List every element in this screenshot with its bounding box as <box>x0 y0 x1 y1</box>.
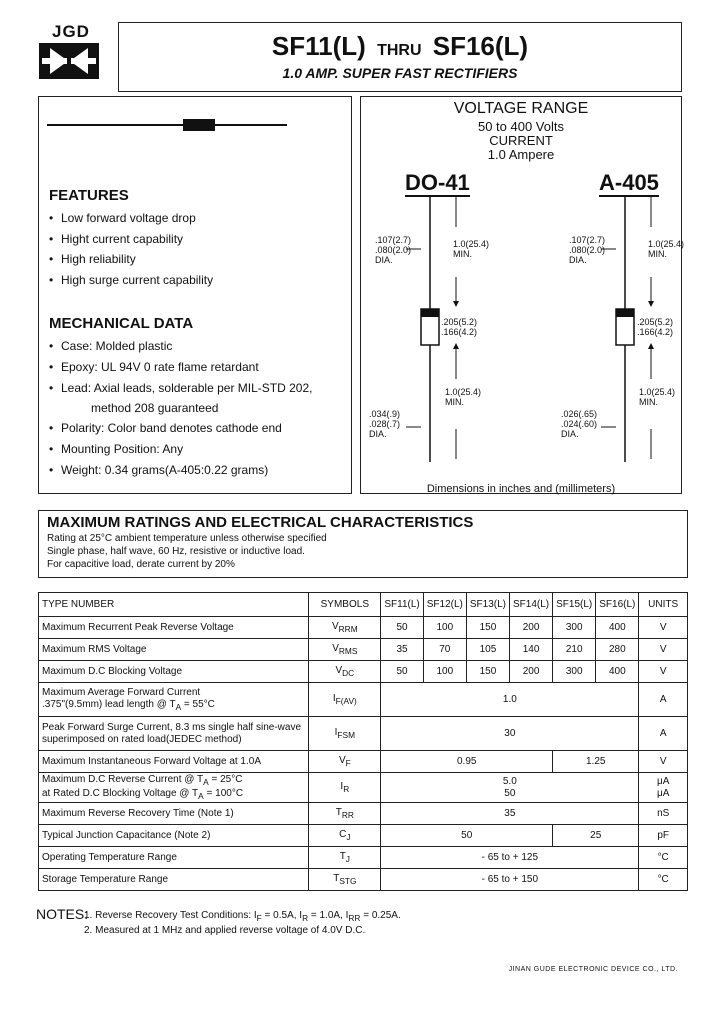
ratings-table <box>38 592 688 891</box>
param: Maximum Average Forward Current .375"(9.5mm) lead length @ $T_A = 55^\circ C$ <box>39 683 309 717</box>
mechanical-item: • Lead: Axial leads, solderable per MIL-STD 202, <box>49 381 313 395</box>
do41-length-top: 1.0(25.4) MIN. <box>453 239 490 259</box>
feature-item: • High reliability <box>49 252 136 266</box>
mechanical-item: • Case: Molded plastic <box>49 339 173 353</box>
value: 280 <box>596 639 639 661</box>
ratings-condition: Rating at 25°C ambient temperature unless otherwise specified <box>47 533 327 544</box>
unit: V <box>639 617 688 639</box>
table-row <box>39 717 688 751</box>
col-sf11: SF11(L) <box>381 593 423 617</box>
value: 25 <box>553 825 639 847</box>
package-a405-label: A-405 <box>599 170 659 195</box>
symbol: $I_{FSM}$ <box>309 717 381 751</box>
mechanical-item: • Mounting Position: Any <box>49 442 184 456</box>
mechanical-item: • Polarity: Color band denotes cathode end <box>49 421 282 435</box>
note-2: 2. Measured at 1 MHz and applied reverse voltage of 4.0V D.C. <box>84 925 366 936</box>
package-do41-label: DO-41 <box>405 170 470 195</box>
axial-diode-illustration <box>47 115 287 135</box>
value: 400 <box>596 661 639 683</box>
a405-length-bottom: 1.0(25.4) MIN. <box>639 387 676 407</box>
a405-lead-dia: .107(2.7) .080(2.0) DIA. <box>569 235 606 265</box>
symbol: $V_{RRM}$ <box>309 617 381 639</box>
title-part-a: SF11(L) <box>271 31 366 61</box>
ratings-box <box>38 510 688 578</box>
col-sf16: SF16(L) <box>596 593 639 617</box>
symbol: $V_{DC}$ <box>309 661 381 683</box>
table-row <box>39 847 688 869</box>
symbol: $T_J$ <box>309 847 381 869</box>
a405-wire-dia: .026(.65) .024(.60) DIA. <box>561 409 598 439</box>
mechanical-item: method 208 guaranteed <box>91 401 219 415</box>
table-row <box>39 617 688 639</box>
value: 50 <box>381 617 423 639</box>
feature-item: • High surge current capability <box>49 273 214 287</box>
unit: A <box>639 717 688 751</box>
col-symbols: SYMBOLS <box>309 593 381 617</box>
mechanical-heading: MECHANICAL DATA <box>49 315 194 332</box>
features-panel <box>38 96 352 494</box>
symbol: $V_F$ <box>309 751 381 773</box>
table-row <box>39 683 688 717</box>
unit: °C <box>639 869 688 891</box>
notes-label: NOTES: <box>36 906 89 922</box>
unit: V <box>639 661 688 683</box>
do41-lead-dia: .107(2.7) .080(2.0) DIA. <box>375 235 412 265</box>
value: 300 <box>553 617 596 639</box>
value: 105 <box>466 639 509 661</box>
symbol: $I_R$ <box>309 773 381 803</box>
param: Maximum D.C Blocking Voltage <box>39 661 309 683</box>
value: 150 <box>466 617 509 639</box>
param: Maximum Instantaneous Forward Voltage at 1.0A <box>39 751 309 773</box>
param: Maximum Recurrent Peak Reverse Voltage <box>39 617 309 639</box>
value: - 65 to + 150 <box>381 869 639 891</box>
dimensions-panel <box>360 96 685 495</box>
company-footer: JINAN GUDE ELECTRONIC DEVICE CO., LTD. <box>508 966 678 973</box>
unit: V <box>639 751 688 773</box>
symbol: $T_{RR}$ <box>309 803 381 825</box>
value: 0.95 <box>381 751 553 773</box>
value: 35 <box>381 639 423 661</box>
col-sf12: SF12(L) <box>423 593 466 617</box>
mechanical-item: • Epoxy: UL 94V 0 rate flame retardant <box>49 360 259 374</box>
value: 100 <box>423 661 466 683</box>
current-label: CURRENT <box>489 133 553 148</box>
table-row <box>39 803 688 825</box>
current-value: 1.0 Ampere <box>487 147 555 162</box>
col-type-number: TYPE NUMBER <box>39 593 309 617</box>
value: 35 <box>381 803 639 825</box>
unit: V <box>639 639 688 661</box>
logo-text: JGD <box>52 22 90 41</box>
col-sf14: SF14(L) <box>509 593 552 617</box>
title-box <box>118 22 682 92</box>
value: 200 <box>509 617 552 639</box>
do41-wire-dia: .034(.9) .028(.7) DIA. <box>369 409 401 439</box>
value: 150 <box>466 661 509 683</box>
table-row <box>39 773 688 803</box>
value: 210 <box>553 639 596 661</box>
symbol: $T_{STG}$ <box>309 869 381 891</box>
page-title <box>119 31 681 62</box>
value: 300 <box>553 661 596 683</box>
value: 140 <box>509 639 552 661</box>
symbol: $C_J$ <box>309 825 381 847</box>
title-thru: THRU <box>377 42 422 59</box>
param: Maximum RMS Voltage <box>39 639 309 661</box>
ratings-title: MAXIMUM RATINGS AND ELECTRICAL CHARACTERISTICS <box>47 514 474 531</box>
col-units: UNITS <box>639 593 688 617</box>
unit: pF <box>639 825 688 847</box>
col-sf13: SF13(L) <box>466 593 509 617</box>
unit: A <box>639 683 688 717</box>
ratings-condition: For capacitive load, derate current by 20% <box>47 559 235 570</box>
param: Peak Forward Surge Current, 8.3 ms single half sine-wave superimposed on rated load(JEDEC method) <box>39 717 309 751</box>
feature-item: • Low forward voltage drop <box>49 211 196 225</box>
param: Storage Temperature Range <box>39 869 309 891</box>
ratings-condition: Single phase, half wave, 60 Hz, resistive or inductive load. <box>47 546 305 557</box>
title-part-b: SF16(L) <box>432 31 529 61</box>
param: Maximum D.C Reverse Current @ $T_A = 25^\circ C$ at Rated D.C Blocking Voltage @ $T_A = 100^\circ C$ <box>39 773 309 803</box>
mechanical-item: • Weight: 0.34 grams(A-405:0.22 grams) <box>49 463 269 477</box>
a405-length-top: 1.0(25.4) MIN. <box>648 239 685 259</box>
features-heading: FEATURES <box>49 187 129 204</box>
unit: °C <box>639 847 688 869</box>
value: - 65 to + 125 <box>381 847 639 869</box>
col-sf15: SF15(L) <box>553 593 596 617</box>
param: Typical Junction Capacitance (Note 2) <box>39 825 309 847</box>
voltage-range-value: 50 to 400 Volts <box>477 119 564 134</box>
value: 1.0 <box>381 683 639 717</box>
value: 1.25 <box>553 751 639 773</box>
value: 400 <box>596 617 639 639</box>
value: 200 <box>509 661 552 683</box>
a405-body-dims: .205(5.2) .166(4.2) <box>637 317 674 337</box>
unit: μA μA <box>639 773 688 803</box>
symbol: $I_{F(AV)}$ <box>309 683 381 717</box>
page-subtitle: 1.0 AMP. SUPER FAST RECTIFIERS <box>282 65 518 81</box>
value: 50 <box>381 825 553 847</box>
note-1: 1. Reverse Recovery Test Conditions: $I_F = 0.5A$, $I_R = 1.0A$, $I_{RR} = 0.25A$. <box>84 910 401 923</box>
logo-diode-icon <box>38 42 100 80</box>
value: 100 <box>423 617 466 639</box>
table-row <box>39 825 688 847</box>
dimensions-note: Dimensions in inches and (millimeters) <box>426 483 616 495</box>
table-row <box>39 661 688 683</box>
symbol: $V_{RMS}$ <box>309 639 381 661</box>
value: 70 <box>423 639 466 661</box>
value: 5.0 50 <box>381 773 639 803</box>
do41-body-dims: .205(5.2) .166(4.2) <box>441 317 478 337</box>
table-header-row <box>39 593 688 617</box>
table-row <box>39 751 688 773</box>
value: 50 <box>381 661 423 683</box>
param: Maximum Reverse Recovery Time (Note 1) <box>39 803 309 825</box>
unit: nS <box>639 803 688 825</box>
value: 30 <box>381 717 639 751</box>
table-row <box>39 639 688 661</box>
voltage-range-title: VOLTAGE RANGE <box>453 100 589 117</box>
feature-item: • Hight current capability <box>49 232 184 246</box>
do41-length-bottom: 1.0(25.4) MIN. <box>445 387 482 407</box>
table-row <box>39 869 688 891</box>
param: Operating Temperature Range <box>39 847 309 869</box>
